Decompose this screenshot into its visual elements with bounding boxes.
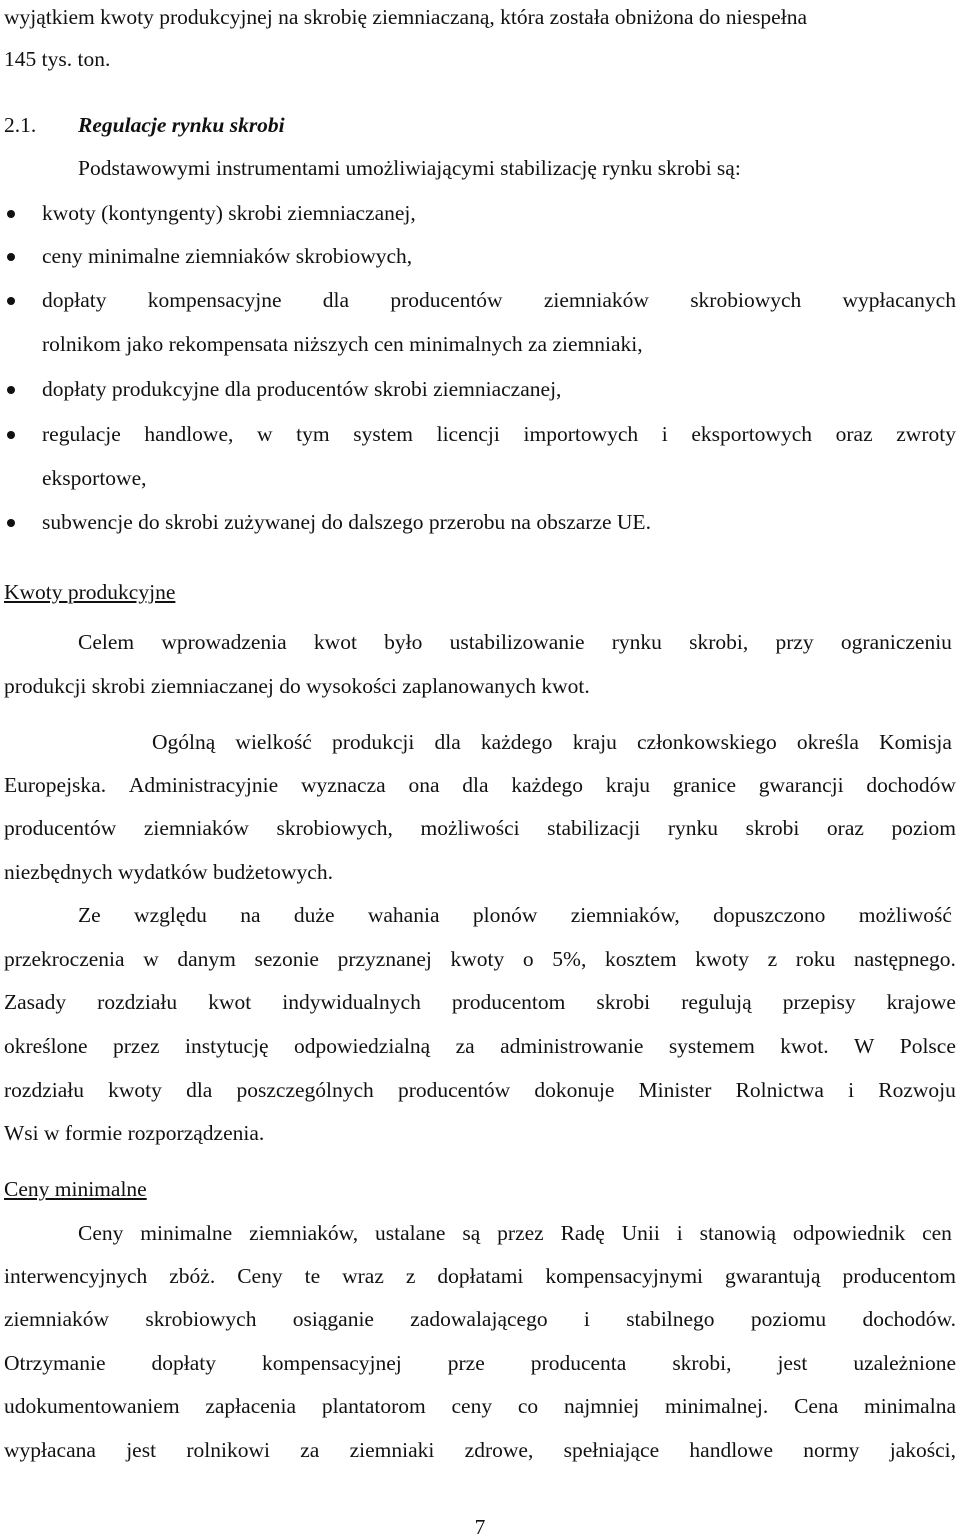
word: dopuszczono [713,903,826,927]
word: Komisja [879,730,952,754]
word: najmniej [563,1394,640,1418]
word: stabilizacji [547,816,641,840]
word: producentów [390,288,503,312]
word: granice [672,773,737,797]
word: ziemniaki [349,1438,435,1462]
word: dokonuje [534,1078,615,1102]
word: indywidualnych [282,990,421,1014]
kwoty-p3-line-1 [78,902,952,928]
word: kompensacyjne [147,288,282,312]
kwoty-p1-line-1 [78,629,952,655]
word: sezonie [254,947,319,971]
word: osiąganie [292,1307,374,1331]
word: ograniczeniu [840,630,952,654]
word: kosztem [604,947,677,971]
word: 5%, [552,947,587,971]
word: są [462,1221,481,1245]
page-number: 7 [474,1515,486,1539]
word: skrobiowych, [276,816,393,840]
word: kompensacyjnej [262,1351,402,1375]
word: dochodów. [862,1307,956,1331]
bullet-item-5-line-1 [42,421,956,447]
word: ziemniaków [543,288,649,312]
word: możliwości [420,816,520,840]
word: poziom [891,816,956,840]
word: kwot. [780,1034,829,1058]
word: Minister [638,1078,712,1102]
word: ziemniaków [4,1307,110,1331]
word: członkowskiego [637,730,777,754]
section-title: Regulacje rynku skrobi [78,113,285,137]
word: dla [462,773,489,797]
word: rozdziału [97,990,178,1014]
word: dopłatami [437,1264,524,1288]
section-number: 2.1. [4,113,37,137]
word: skrobi, [672,1351,732,1375]
kwoty-p2-line-3 [4,815,956,841]
word: dla [186,1078,213,1102]
ceny-p1-line-6 [4,1437,956,1463]
word: każdego [480,730,553,754]
word: kompensacyjnymi [545,1264,704,1288]
word: minimalne [140,1221,233,1245]
word: ona [408,773,440,797]
kwoty-p3-line-5 [4,1077,956,1103]
word: możliwość [858,903,952,927]
word: ustalane [375,1221,446,1245]
word: jakości, [889,1438,956,1462]
bullet-item-3-line-2: rolnikom jako rekompensata niższych cen minimalnych za ziemniaki, [42,332,643,356]
word: rolnikowi [186,1438,270,1462]
word: normy [803,1438,860,1462]
word: za [300,1438,320,1462]
word: plonów [472,903,538,927]
word: Celem [78,630,135,654]
word: Ceny [237,1264,283,1288]
bullet-dot [7,386,15,394]
word: ziemniaków, [570,903,680,927]
word: Radę [560,1221,605,1245]
word: producentom [451,990,566,1014]
word: zbóż. [169,1264,216,1288]
word: plantatorom [321,1394,426,1418]
word: wprowadzenia [161,630,287,654]
word: zapłacenia [205,1394,297,1418]
word: zwroty [896,422,956,446]
ceny-p1-line-1 [78,1220,952,1246]
word: udokumentowaniem [4,1394,180,1418]
word: było [384,630,423,654]
word: określone [4,1034,88,1058]
kwoty-p2-line-1 [152,729,952,755]
word: w [257,422,273,446]
word: następnego. [853,947,956,971]
word: Cena [794,1394,839,1418]
word: regulują [681,990,752,1014]
word: za [455,1034,475,1058]
word: regulacje [42,422,121,446]
word: producentów [397,1078,511,1102]
word: Polsce [899,1034,956,1058]
word: w [143,947,159,971]
word: cen [922,1221,952,1245]
word: odpowiednik [792,1221,906,1245]
word: ustabilizowanie [449,630,585,654]
word: minimalna [864,1394,956,1418]
word: względu [134,903,207,927]
word: kwoty [695,947,749,971]
word: Rozwoju [878,1078,956,1102]
kwoty-p3-line-4 [4,1033,956,1059]
word: przekroczenia [4,947,125,971]
word: stabilnego [626,1307,715,1331]
word: stanowią [699,1221,777,1245]
kwoty-p3-line-3 [4,989,956,1015]
word: oraz [835,422,873,446]
bullet-item-1: kwoty (kontyngenty) skrobi ziemniaczanej, [42,201,416,225]
word: skrobi [745,816,800,840]
ceny-p1-line-5 [4,1393,956,1419]
word: przez [113,1034,160,1058]
bullet-item-3-line-1 [42,287,956,313]
bullet-item-4: dopłaty produkcyjne dla producentów skrobi ziemniaczanej, [42,377,562,401]
word: krajowe [886,990,956,1014]
word: wahania [367,903,440,927]
word: prze [447,1351,485,1375]
word: gwarancji [758,773,844,797]
word: każdego [511,773,583,797]
word: wypłacanych [842,288,956,312]
kwoty-heading: Kwoty produkcyjne [4,580,176,604]
word: dla [322,288,350,312]
word: administrowanie [500,1034,644,1058]
word: i [583,1307,590,1331]
word: ceny [451,1394,493,1418]
word: na [240,903,261,927]
word: dochodów [866,773,956,797]
section-heading [4,112,285,138]
word: określa [796,730,859,754]
word: W [854,1034,875,1058]
word: producenta [530,1351,627,1375]
word: o [522,947,534,971]
word: producentom [842,1264,956,1288]
ceny-p1-line-4 [4,1350,956,1376]
word: roku [795,947,836,971]
word: skrobiowych [145,1307,257,1331]
bullet-dot [7,210,15,218]
word: oraz [826,816,864,840]
kwoty-p3-line-2 [4,946,956,972]
word: kraju [572,730,617,754]
ceny-p1-line-2 [4,1263,956,1289]
bullet-dot [7,431,15,439]
word: odpowiedzialną [294,1034,431,1058]
bullet-item-5-line-2: eksportowe, [42,466,147,490]
word: Zasady [4,990,67,1014]
word: rynku [667,816,719,840]
word: Otrzymanie [4,1351,106,1375]
word: z [405,1264,416,1288]
word: i [848,1078,855,1102]
word: importowych [523,422,639,446]
word: przyznanej [337,947,432,971]
word: handlowe [689,1438,773,1462]
section-lead: Podstawowymi instrumentami umożliwiającymi stabilizację rynku skrobi są: [78,156,741,180]
word: przy [775,630,814,654]
word: Ze [78,903,101,927]
word: Rolnictwa [735,1078,824,1102]
word: jest [126,1438,157,1462]
word: dopłaty [151,1351,217,1375]
word: kwot [313,630,357,654]
word: z [767,947,778,971]
word: dopłaty [42,288,107,312]
word: system [353,422,413,446]
word: Unii [621,1221,660,1245]
word: minimalnej. [664,1394,769,1418]
bullet-item-2: ceny minimalne ziemniaków skrobiowych, [42,244,413,268]
word: skrobi, [689,630,749,654]
kwoty-p1-line-2: produkcji skrobi ziemniaczanej do wysokości zaplanowanych kwot. [4,674,590,698]
word: kraju [605,773,650,797]
word: wielkość [235,730,312,754]
bullet-dot [7,297,15,305]
word: tym [296,422,330,446]
word: przepisy [782,990,856,1014]
word: poszczególnych [236,1078,374,1102]
bullet-item-6: subwencje do skrobi zużywanej do dalszego przerobu na obszarze UE. [42,510,651,534]
ceny-heading: Ceny minimalne [4,1177,147,1201]
word: zadowalającego [410,1307,548,1331]
word: Europejska. [4,773,107,797]
ceny-p1-line-3 [4,1306,956,1332]
word: systemem [668,1034,755,1058]
word: ziemniaków [143,816,249,840]
word: przez [497,1221,544,1245]
word: produkcji [331,730,415,754]
word: i [661,422,668,446]
word: wyznacza [300,773,386,797]
word: danym [177,947,236,971]
word: wypłacana [4,1438,96,1462]
word: interwencyjnych [4,1264,148,1288]
word: jest [777,1351,808,1375]
word: poziomu [750,1307,827,1331]
word: rynku [611,630,662,654]
word: eksportowych [691,422,813,446]
intro-line-2: 145 tys. ton. [4,47,111,71]
word: kwoty [108,1078,162,1102]
word: gwarantują [725,1264,821,1288]
word: wraz [342,1264,384,1288]
kwoty-p3-line-6: Wsi w formie rozporządzenia. [4,1121,265,1145]
word: uzależnione [853,1351,956,1375]
word: zdrowe, [464,1438,534,1462]
word: instytucję [184,1034,269,1058]
word: kwot [208,990,252,1014]
word: ziemniaków, [249,1221,359,1245]
word: producentów [4,816,117,840]
word: skrobiowych [690,288,802,312]
bullet-dot [7,519,15,527]
word: rozdziału [4,1078,84,1102]
word: Administracyjnie [128,773,279,797]
bullet-dot [7,253,15,261]
word: duże [293,903,335,927]
intro-line-1: wyjątkiem kwoty produkcyjnej na skrobię ziemniaczaną, która została obniżona do niespełna [4,5,807,29]
word: Ceny [78,1221,124,1245]
word: handlowe, [144,422,234,446]
kwoty-p2-line-2 [4,772,956,798]
word: te [304,1264,321,1288]
kwoty-p2-line-4: niezbędnych wydatków budżetowych. [4,860,333,884]
word: spełniające [563,1438,660,1462]
word: dla [434,730,461,754]
word: kwoty [450,947,505,971]
word: co [517,1394,539,1418]
word: Ogólną [152,730,216,754]
word: i [676,1221,683,1245]
word: skrobi [596,990,651,1014]
word: licencji [436,422,500,446]
